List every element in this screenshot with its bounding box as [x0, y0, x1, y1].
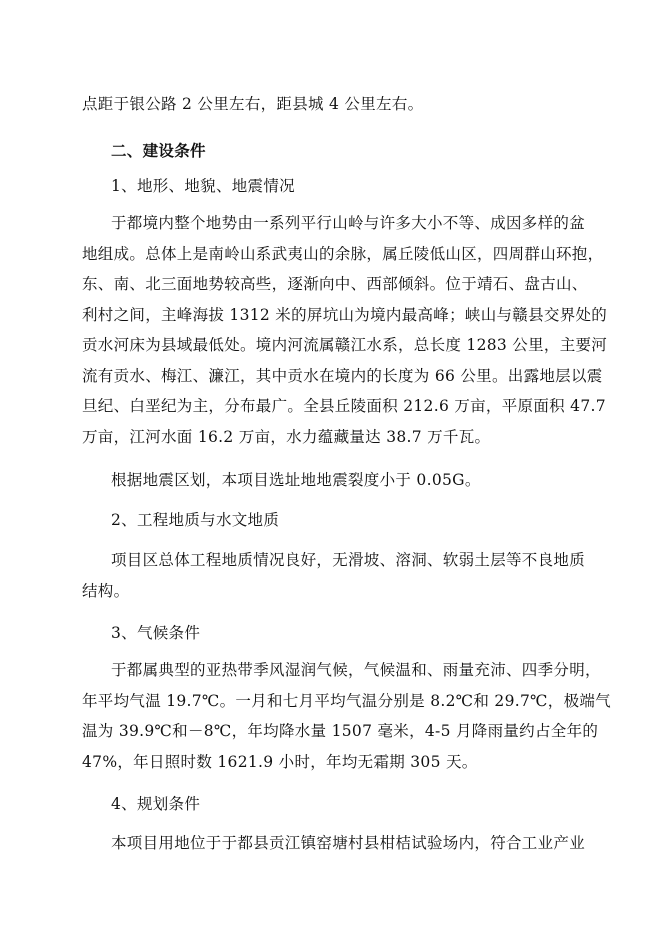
text-line: 47%，年日照时数 1621.9 小时，年均无霜期 305 天。: [82, 752, 478, 771]
intro-paragraph: [82, 89, 584, 120]
text-line: 结构。: [82, 581, 130, 600]
text-line: 利村之间，主峰海拔 1312 米的屏坑山为境内最高峰；峡山与赣县交界处的: [82, 305, 608, 324]
text-line: 于都属典型的亚热带季风湿润气候，气候温和、雨量充沛、四季分明，: [111, 661, 601, 679]
climate-paragraph: [82, 655, 611, 777]
text-line: 年平均气温 19.7℃。一月和七月平均气温分别是 8.2℃和 29.7℃，极端气: [82, 691, 611, 710]
text-line: 万亩，江河水面 16.2 万亩，水力蕴藏量达 38.7 万千瓦。: [82, 427, 491, 446]
text-line: 项目区总体工程地质情况良好，无滑坡、溶洞、软弱土层等不良地质: [111, 551, 586, 569]
subsection-title-climate: 3、气候条件: [111, 624, 201, 642]
text-line: 于都境内整个地势由一系列平行山岭与许多大小不等、成因多样的盆: [111, 214, 586, 232]
text-line: 贡水河床为县域最低处。境内河流属赣江水系，总长度 1283 公里，主要河: [82, 336, 608, 354]
text-line: 本项目用地位于于都县贡江镇窑塘村县柑桔试验场内，符合工业产业: [111, 834, 586, 852]
subsection-title-geology: 2、工程地质与水文地质: [111, 511, 280, 529]
text-line: 地组成。总体上是南岭山系武夷山的余脉，属丘陵低山区，四周群山环抱，: [82, 244, 604, 263]
subsection-title-terrain: 1、地形、地貌、地震情况: [111, 177, 295, 195]
terrain-paragraph: [82, 208, 608, 452]
section-heading: 二、建设条件: [111, 142, 206, 160]
seismic-paragraph: 根据地震区划，本项目选址地地震裂度小于 0.05G。: [111, 471, 481, 489]
text-line: 东、南、北三面地势较高些，逐渐向中、西部倾斜。位于靖石、盘古山、: [82, 275, 588, 293]
planning-paragraph: [82, 828, 584, 859]
geology-paragraph: [82, 545, 584, 606]
text-line: 温为 39.9℃和－8℃，年均降水量 1507 毫米，4-5 月降雨量约占全年的: [82, 722, 599, 740]
subsection-title-planning: 4、规划条件: [111, 795, 201, 813]
text-line: 流有贡水、梅江、濂江，其中贡水在境内的长度为 66 公里。出露地层以震: [82, 366, 603, 385]
text-line: 点距于银公路 2 公里左右，距县城 4 公里左右。: [82, 95, 424, 113]
text-line: 旦纪、白垩纪为主，分布最广。全县丘陵面积 212.6 万亩，平原面积 47.7: [82, 397, 606, 415]
